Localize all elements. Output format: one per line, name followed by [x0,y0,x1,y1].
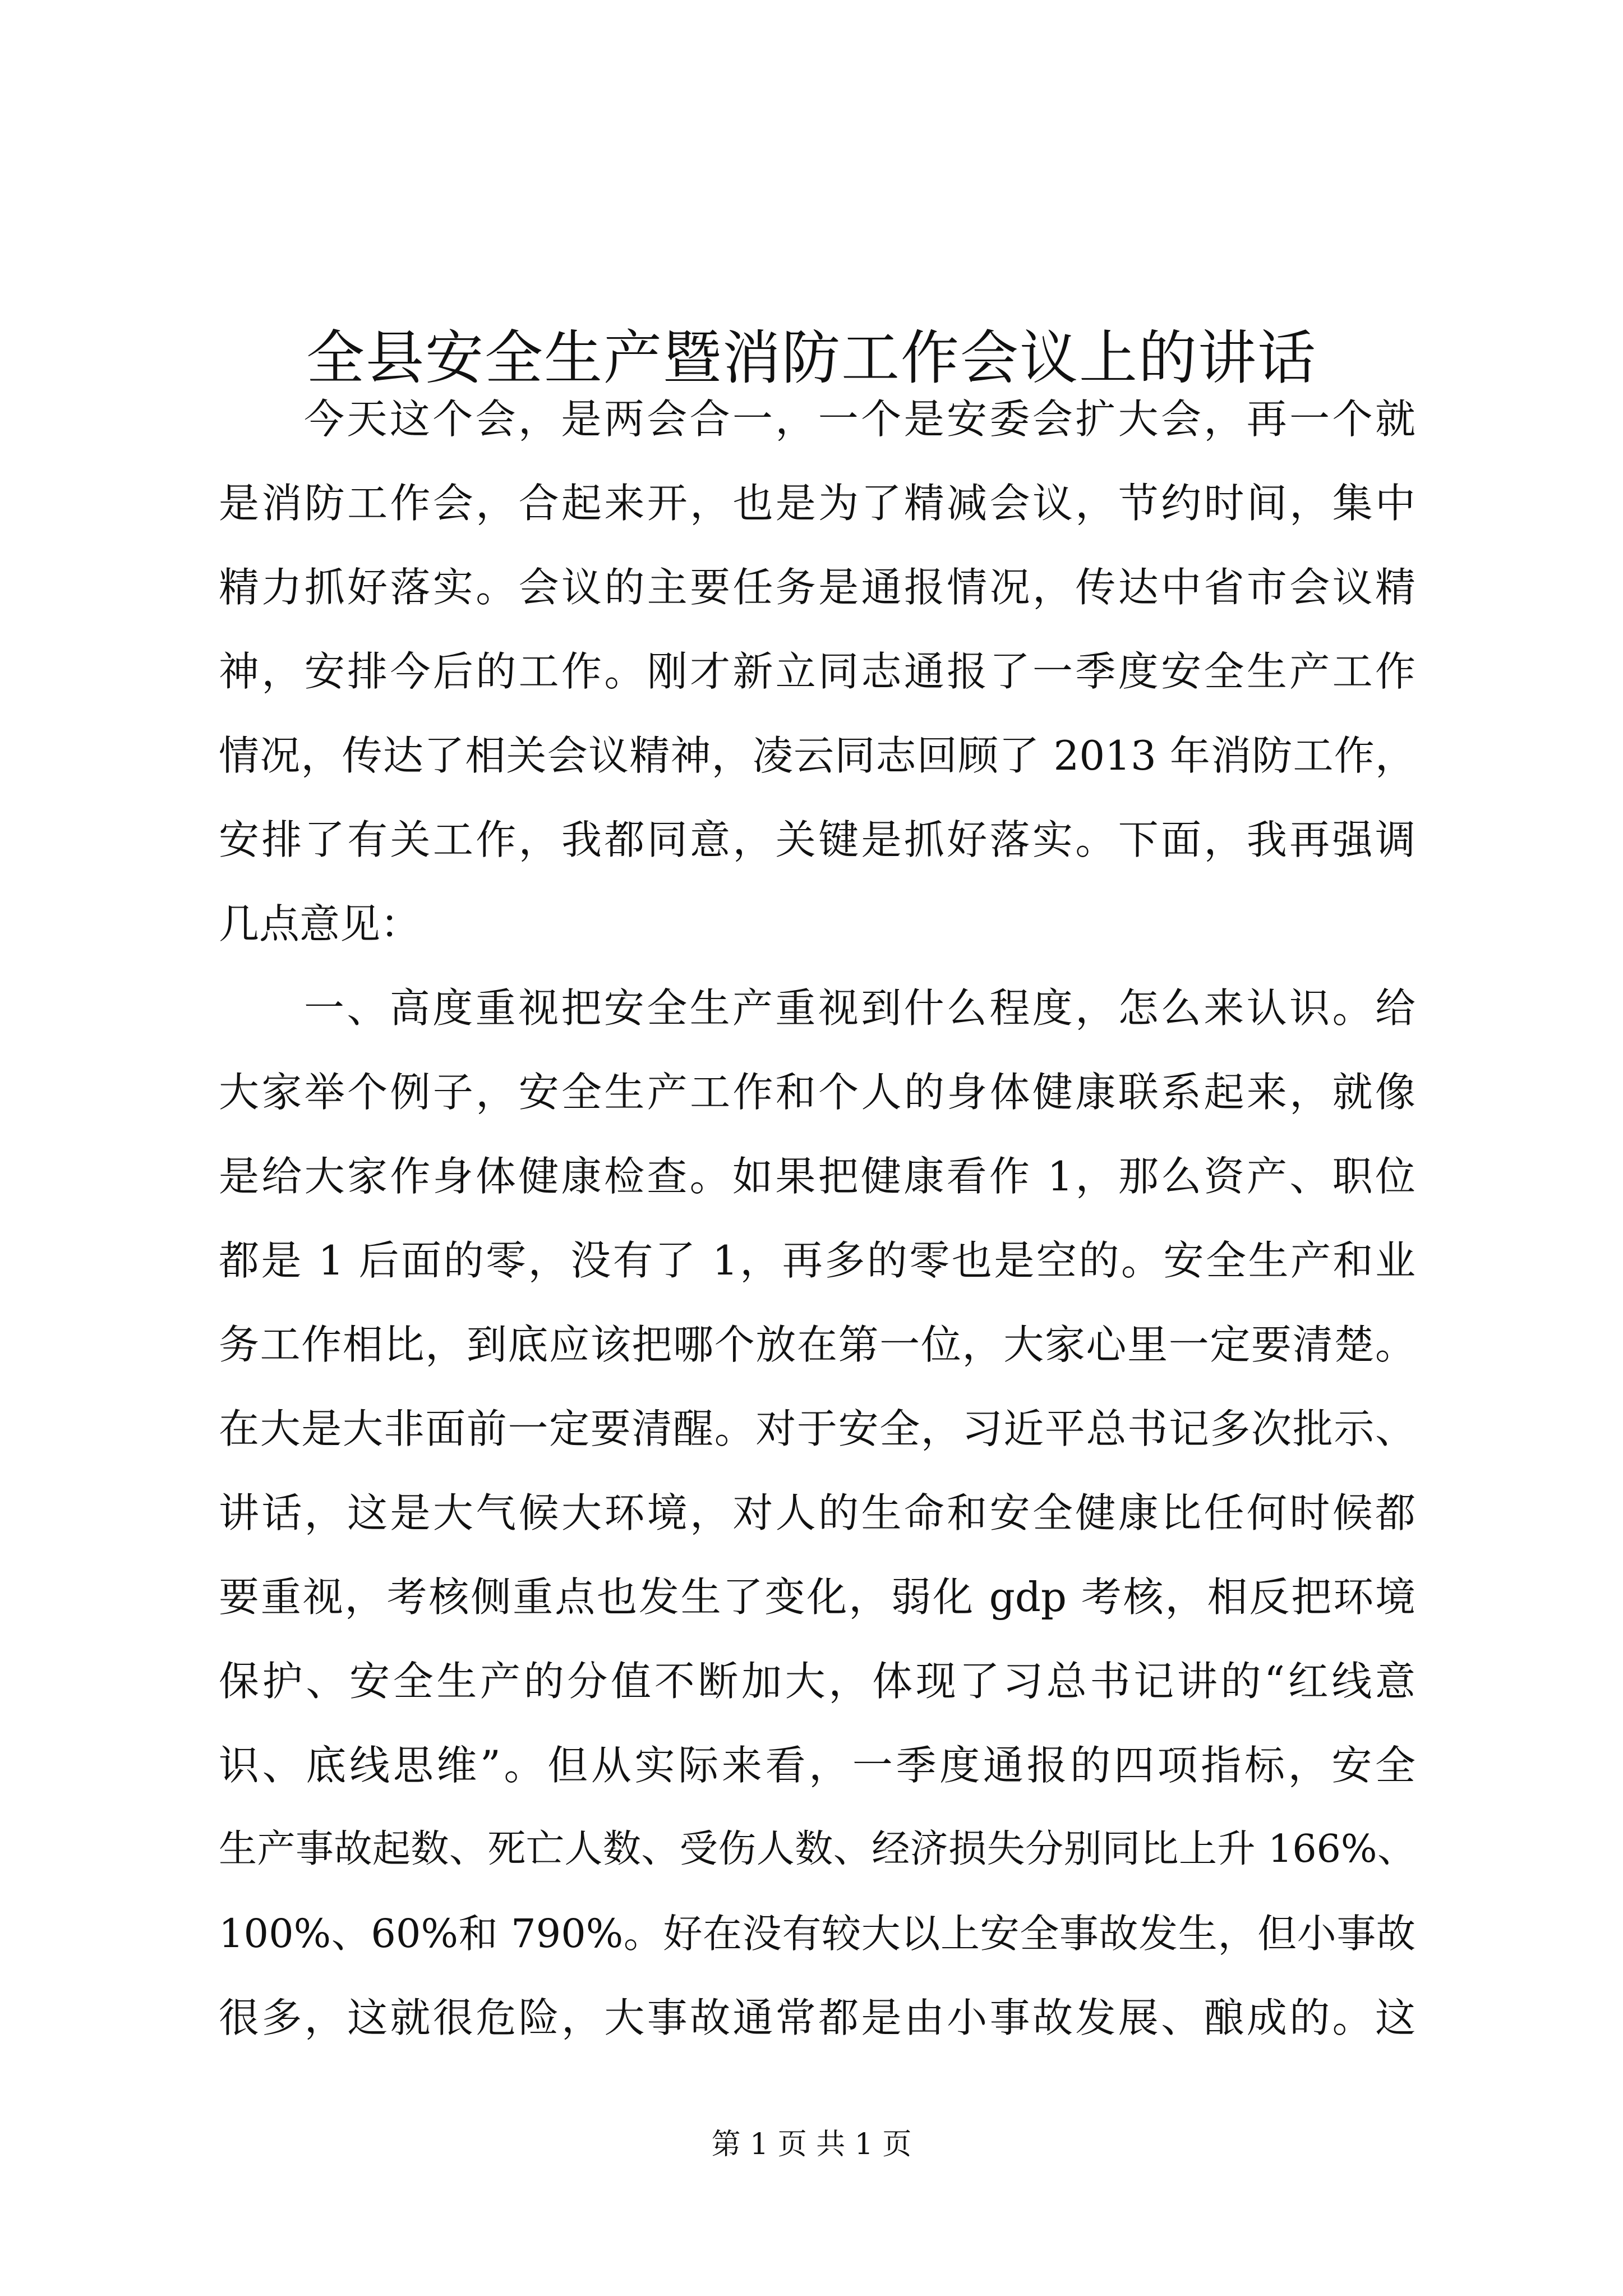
paragraph-line: 是消防工作会，合起来开，也是为了精减会议，节约时间，集中 [219,480,1415,527]
paragraph-line: 一、高度重视把安全生产重视到什么程度，怎么来认识。给 [304,984,1415,1032]
paragraph-line: 100%、60%和 790%。好在没有较大以上安全事故发生，但小事故 [219,1911,1415,1957]
document-title: 全县安全生产暨消防工作会议上的讲话 [306,323,1317,392]
paragraph-line: 今天这个会，是两会合一，一个是安委会扩大会，再一个就 [304,395,1415,443]
paragraph-line: 保护、安全生产的分值不断加大，体现了习总书记讲的“红线意 [219,1658,1415,1705]
paragraph-line: 生产事故起数、死亡人数、受伤人数、经济损失分别同比上升 166%、 [219,1827,1415,1871]
page-footer: 第 1 页 共 1 页 [711,2128,912,2161]
paragraph-line: 讲话，这是大气候大环境，对人的生命和安全健康比任何时候都 [219,1489,1415,1536]
paragraph-line: 都是 1 后面的零，没有了 1，再多的零也是空的。安全生产和业 [219,1237,1415,1284]
paragraph-line: 几点意见： [219,900,421,947]
paragraph-line: 务工作相比，到底应该把哪个放在第一位，大家心里一定要清楚。 [219,1321,1415,1368]
paragraph-line: 安排了有关工作，我都同意，关键是抓好落实。下面，我再强调 [219,816,1415,863]
paragraph-line: 大家举个例子，安全生产工作和个人的身体健康联系起来，就像 [219,1069,1415,1116]
paragraph-line: 精力抓好落实。会议的主要任务是通报情况，传达中省市会议精 [219,564,1415,611]
paragraph-line: 识、底线思维”。但从实际来看，一季度通报的四项指标，安全 [219,1742,1415,1789]
paragraph-line: 情况，传达了相关会议精神，凌云同志回顾了 2013 年消防工作， [219,732,1415,779]
paragraph-line: 要重视，考核侧重点也发生了变化，弱化 gdp 考核，相反把环境 [219,1573,1415,1621]
paragraph-line: 是给大家作身体健康检查。如果把健康看作 1，那么资产、职位 [219,1153,1415,1200]
document-body [219,377,1415,2060]
paragraph-line: 神，安排今后的工作。刚才新立同志通报了一季度安全生产工作 [219,648,1415,695]
paragraph-line: 很多，这就很危险，大事故通常都是由小事故发展、酿成的。这 [219,1994,1415,2041]
paragraph-line: 在大是大非面前一定要清醒。对于安全，习近平总书记多次批示、 [219,1405,1415,1452]
